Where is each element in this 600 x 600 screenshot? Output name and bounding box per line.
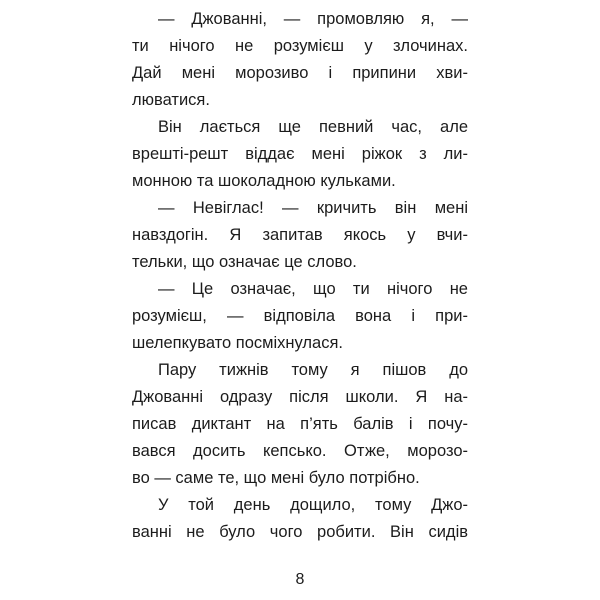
text-line: монною та шоколадною кульками. [132, 172, 396, 190]
body-text [132, 6, 468, 546]
text-line: навздогін. Я запитав якось у вчи- [132, 226, 468, 244]
page-margin-right [483, 0, 600, 600]
text-line: Він лається ще певний час, але [158, 118, 468, 136]
text-line: шелепкувато посміхнулася. [132, 334, 343, 352]
text-line: во — саме те, що мені було потрібно. [132, 469, 420, 487]
book-page [117, 0, 483, 600]
text-line: ванні не було чого робити. Він сидів [132, 523, 468, 541]
text-line: Дай мені морозиво і припини хви- [132, 64, 468, 82]
text-line: люватися. [132, 91, 210, 109]
text-line: У той день дощило, тому Джо- [158, 496, 468, 514]
text-line: ти нічого не розумієш у злочинах. [132, 37, 468, 55]
text-line: розумієш, — відповіла вона і при- [132, 307, 468, 325]
text-line: Джованні одразу після школи. Я на- [132, 388, 468, 406]
text-line: вався досить кепсько. Отже, морозо- [132, 442, 468, 460]
text-line: — Це означає, що ти нічого не [158, 280, 468, 298]
text-line: — Невіглас! — кричить він мені [158, 199, 468, 217]
text-line: писав диктант на п’ять балів і почу- [132, 415, 468, 433]
page-number: 8 [295, 571, 305, 588]
text-line: — Джованні, — промовляю я, — [158, 10, 468, 28]
page-margin-left [0, 0, 117, 600]
text-line: врешті-решт віддає мені ріжок з ли- [132, 145, 468, 163]
text-line: Пару тижнів тому я пішов до [158, 361, 468, 379]
text-line: тельки, що означає це слово. [132, 253, 357, 271]
